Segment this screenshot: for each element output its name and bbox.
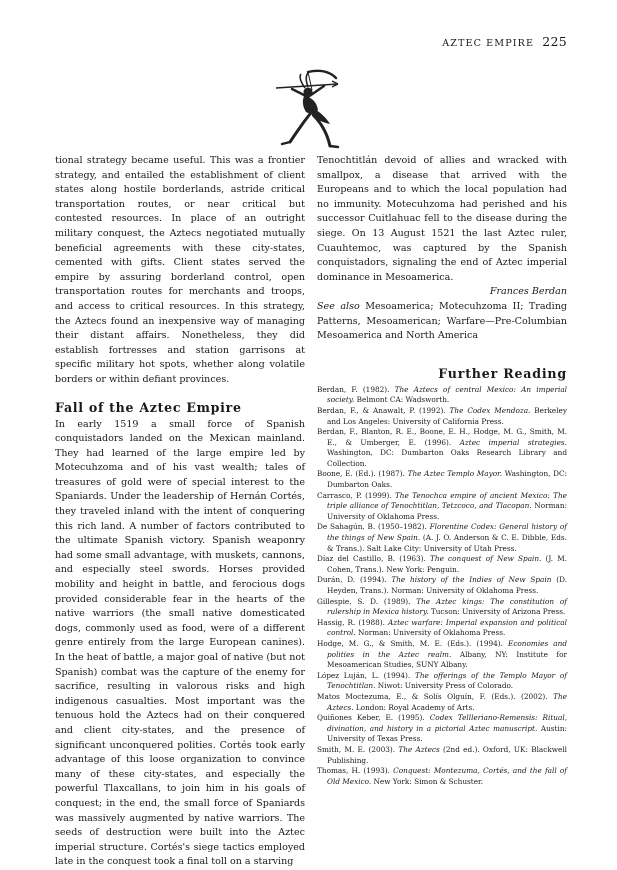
reference-entry: López Luján, L. (1994). The offerings of the Templo Mayor of Tenochtitlan. Niwot: University Press of Colorado. xyxy=(317,670,567,691)
body-paragraph-spanish-conquest: In early 1519 a small force of Spanish conquistadors landed on the Mexican mainland. They had learned of the large empire led by Motecuhzoma and of his vast wealth; tales of treasures of gold were of special interest to the Spaniards. Under the leadership of Hernán Cortés, they traveled inland with the intent of conquering this rich land. A number of factors contributed to the ultimate Spanish victory. Spanish weaponry had some small advantage, with muskets, cannons, and especially steel swords. Horses provided mobility and height in battle, and ferocious dogs provided considerable fear in the hearts of the native warriors (the small native domesticated dogs, commonly used as food, were of a different genre entirely from the large European canines). In the heat of battle, a major goal of native (but not Spanish) combat was the capture of the enemy for sacrifice, resulting in valorous risks and high indigenous casualties. Most important was the tenuous hold the Aztecs had on their conquered and client city-states, and the presence of significant unconquered polities. Cortés took early advantage of this loose organization to convince many of these city-states, and especially the powerful Tlaxcallans, to join him in his goals of conquest; in the end, the small force of Spaniards was massively augmented by native warriors. The seeds of destruction were built into the Aztec imperial structure. Cortés's siege tactics employed late in the conquest took a final toll on a starving xyxy=(55,418,305,868)
running-header xyxy=(442,34,567,49)
reference-entry: Quiñones Keber, E. (1995). Codex Tellleriano-Remensis: Ritual, divination, and history in a pictorial Aztec manuscript. Austin: University of Texas Press. xyxy=(317,713,567,744)
reference-entry: Gillespie, S. D. (1989). The Aztec kings: The constitution of rulership in Mexica history. Tucson: University of Arizona Press. xyxy=(317,596,567,617)
see-also-entries: Mesoamerica; Motecuhzoma II; Trading Patterns, Mesoamerican; Warfare—Pre-Columbian Mesoamerica and North America xyxy=(317,300,567,342)
body-paragraph-tenochtitlan: Tenochtitlán devoid of allies and wracked with smallpox, a disease that arrived with the Europeans and to which the local population had no immunity. Motecuhzoma had perished and his successor Cuitlahuac fell to the disease during the siege. On 13 August 1521 the last Aztec ruler, Cuauhtemoc, was captured by the Spanish conquistadors, signaling the end of Aztec imperial dominance in Mesoamerica. xyxy=(317,155,567,283)
reference-entry: Díaz del Castillo, B. (1963). The conquest of New Spain. (J. M. Cohen, Trans.). New York: Penguin. xyxy=(317,554,568,574)
reference-entry: Matos Moctezuma, E., & Solís Olguín, F. (Eds.). (2002). The Aztecs. London: Royal Academy of Arts. xyxy=(317,691,567,712)
see-also xyxy=(317,300,567,344)
right-column xyxy=(317,154,567,787)
author-signature: Frances Berdan xyxy=(489,286,567,298)
left-column xyxy=(55,154,305,870)
page-number: 225 xyxy=(542,34,567,49)
body-paragraph-frontier-strategy: tional strategy became useful. This was a frontier strategy, and entailed the establishment of client states along hostile borderlands, astride critical transportation routes, or near critical but contested resources. In place of an outright military conquest, the Aztecs negotiated mutually beneficial agreements with these city-states, cemented with gifts. Client states served the empire by assuring borderland control, open transportation routes for merchants and troops, and access to critical resources. In this strategy, the Aztecs found an inexpensive way of managing their distant affairs. Nonetheless, they did establish fortresses and station garrisons at specific military hot spots, whether along volatile borders or within defiant provinces. xyxy=(55,155,305,385)
section-heading-fall: Fall of the Aztec Empire xyxy=(55,399,242,415)
aztec-warrior-archer-icon xyxy=(268,64,358,154)
reference-entry: Hassig, R. (1988). Aztec warfare: Imperial expansion and political control. Norman: University of Oklahoma Press. xyxy=(317,617,567,638)
reference-entry: Berdan, F. (1982). The Aztecs of central Mexico: An imperial society. Belmont CA: Wadsworth. xyxy=(317,384,568,405)
reference-entry: Thomas, H. (1993). Conquest: Montezuma, Cortés, and the fall of Old Mexico. New York: Simon & Schuster. xyxy=(317,766,567,786)
reference-entry: De Sahagún, B. (1950–1982). Florentine Codex: General history of the things of New Spain. (A. J. O. Anderson & C. E. Dibble, Eds. & Trans.). Salt Lake City: University of Utah Press. xyxy=(317,522,568,553)
running-title: AZTEC EMPIRE xyxy=(442,38,535,49)
reference-entry: Berdan, F., & Anawalt, P. (1992). The Codex Mendoza. Berkeley and Los Angeles: University of California Press. xyxy=(317,405,567,426)
reference-entry: Carrasco, P. (1999). The Tenochca empire of ancient Mexico: The triple alliance of Tenochtitlan, Tetzcoco, and Tlacopan. Norman: University of Oklahoma Press. xyxy=(317,490,568,521)
see-also-label: See also xyxy=(317,300,360,312)
reference-entry: Boone, E. (Ed.). (1987). The Aztec Templo Mayor. Washington, DC: Dumbarton Oaks. xyxy=(317,469,567,490)
reference-entry: Hodge, M. G., & Smith, M. E. (Eds.). (1994). Economies and polities in the Aztec realm. Albany, NY: Institute for Mesoamerican Studies, SUNY Albany. xyxy=(317,638,567,670)
reference-entry: Berdan, F., Blanton, R. E., Boone, E. H., Hodge, M. G., Smith, M. E., & Umberger, E. (1996). Aztec imperial strategies. Washington, DC: Dumbarton Oaks Research Library and Collection. xyxy=(317,427,567,468)
reference-entry: Durán, D. (1994). The history of the Indies of New Spain (D. Heyden, Trans.). Norman: University of Oklahoma Press. xyxy=(317,575,568,595)
reference-entry: Smith, M. E. (2003). The Aztecs (2nd ed.). Oxford, UK: Blackwell Publishing. xyxy=(317,744,567,765)
further-reading-heading: Further Reading xyxy=(438,365,567,381)
references-list xyxy=(317,385,567,788)
